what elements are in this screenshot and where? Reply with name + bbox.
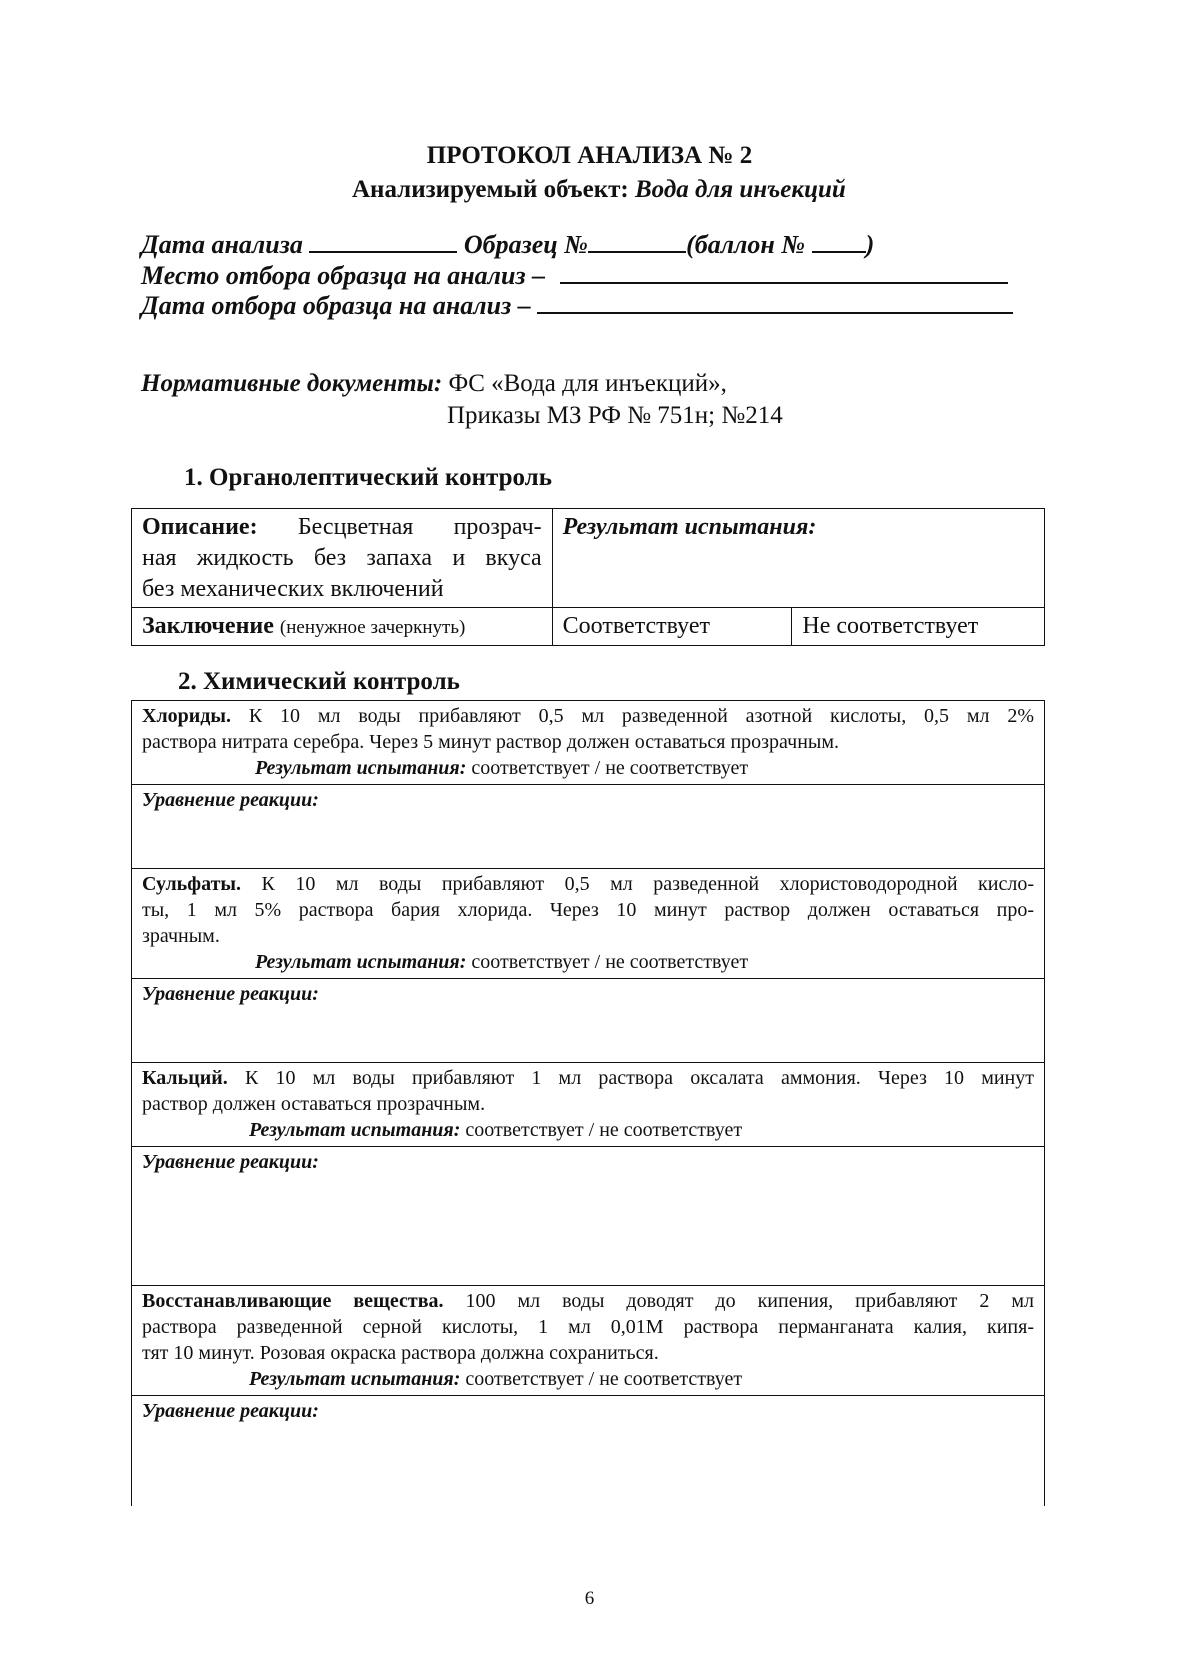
normative-docs: [141, 370, 727, 398]
sampling-place-line: [141, 261, 1008, 291]
test-result-label: Результат испытания:: [249, 1368, 461, 1390]
analysis-date-label: Дата анализа: [141, 230, 303, 259]
test-result-options[interactable]: соответствует / не соответствует: [471, 757, 749, 779]
analyzed-object-value: Вода для инъекций: [634, 176, 846, 203]
test-text-line: раствор должен оставаться прозрачным.: [142, 1093, 486, 1115]
test-result: [142, 1117, 1034, 1143]
test-calcium: [132, 1063, 1045, 1147]
protocol-title: ПРОТОКОЛ АНАЛИЗА № 2: [426, 142, 753, 169]
equation-label: Уравнение реакции:: [142, 1151, 319, 1173]
test-result: [142, 755, 1034, 781]
test-text-line: раствора разведенной серной кислоты, 1 мл 0,01М раствора перманганата калия, кипя-: [142, 1316, 1034, 1338]
section2-title: 2. Химический контроль: [178, 668, 460, 695]
description-cell: [132, 509, 553, 608]
normative-docs-label: Нормативные документы:: [141, 370, 443, 397]
result-cell: [552, 509, 1044, 608]
test-text-line: раствора нитрата серебра. Через 5 минут раствор должен оставаться прозрачным.: [142, 731, 839, 753]
analyzed-object-label: Анализируемый объект:: [352, 176, 629, 203]
test-chlorides: [132, 701, 1045, 785]
conclusion-label: Заключение: [142, 613, 274, 639]
test-text-line: зрачным.: [142, 925, 220, 947]
sampling-place-field[interactable]: [560, 262, 1008, 284]
date-sample-line: [141, 230, 874, 260]
cylinder-close: ): [865, 230, 875, 259]
section1-title: 1. Органолептический контроль: [184, 464, 552, 491]
test-result: [142, 949, 1034, 975]
test-result-options[interactable]: соответствует / не соответствует: [471, 951, 749, 973]
equation-calcium[interactable]: [132, 1147, 1045, 1286]
sampling-date-label: Дата отбора образца на анализ –: [141, 291, 531, 320]
description-line-2: ная жидкость без запаха и вкуса: [142, 545, 542, 571]
conclusion-note: (ненужное зачеркнуть): [279, 617, 466, 638]
test-result-label: Результат испытания:: [255, 951, 467, 973]
equation-label: Уравнение реакции:: [142, 789, 319, 811]
test-result-label: Результат испытания:: [255, 757, 467, 779]
conclusion-cell: [132, 608, 553, 646]
test-result-options[interactable]: соответствует / не соответствует: [465, 1368, 743, 1390]
test-text-line: Кальций. К 10 мл воды прибавляют 1 мл раствора оксалата аммония. Через 10 минут: [142, 1067, 1034, 1089]
sampling-date-field[interactable]: [537, 292, 1013, 314]
cylinder-number-label: (баллон №: [686, 230, 806, 259]
page-number: 6: [584, 1588, 595, 1609]
equation-reducing-substances[interactable]: [132, 1396, 1045, 1506]
description-line-3: без механических включений: [142, 576, 444, 602]
test-name: Кальций.: [142, 1067, 228, 1089]
test-name: Сульфаты.: [142, 873, 242, 895]
sample-number-label: Образец №: [463, 230, 589, 259]
analyzed-object: [352, 176, 846, 204]
test-reducing-substances: [132, 1286, 1045, 1396]
test-text-line: ты, 1 мл 5% раствора бария хлорида. Через 10 минут раствор должен оставаться про-: [142, 899, 1034, 921]
equation-chlorides[interactable]: [132, 785, 1045, 869]
test-text-line: Хлориды. К 10 мл воды прибавляют 0,5 мл разведенной азотной кислоты, 0,5 мл 2%: [142, 705, 1034, 727]
test-name: Хлориды.: [142, 705, 232, 727]
organoleptic-table: [131, 508, 1045, 646]
test-text-line: Сульфаты. К 10 мл воды прибавляют 0,5 мл разведенной хлористоводородной кисло-: [142, 873, 1034, 895]
option-not-conforms[interactable]: Не соответствует: [792, 608, 1045, 646]
description-line-1: Описание: Бесцветная прозрач-: [142, 514, 542, 540]
analysis-date-field[interactable]: [309, 231, 457, 253]
test-text-line: тят 10 минут. Розовая окраска раствора должна сохраниться.: [142, 1342, 659, 1364]
test-text-line: Восстанавливающие вещества. 100 мл воды доводят до кипения, прибавляют 2 мл: [142, 1290, 1035, 1312]
normative-docs-line2: Приказы МЗ РФ № 751н; №214: [447, 402, 783, 429]
sampling-date-line: [141, 291, 1013, 321]
test-sulfates: [132, 869, 1045, 979]
cylinder-number-field[interactable]: [812, 231, 866, 253]
description-label: Описание:: [142, 514, 258, 540]
normative-docs-line1: ФС «Вода для инъекций»,: [448, 370, 727, 397]
test-result: [142, 1366, 1034, 1392]
sample-number-field[interactable]: [588, 231, 686, 253]
test-name: Восстанавливающие вещества.: [142, 1290, 444, 1312]
sampling-place-label: Место отбора образца на анализ –: [141, 261, 546, 290]
equation-label: Уравнение реакции:: [142, 1400, 319, 1422]
equation-sulfates[interactable]: [132, 979, 1045, 1063]
test-result-label: Результат испытания:: [249, 1119, 461, 1141]
result-label: Результат испытания:: [562, 514, 817, 540]
chemical-table: [131, 700, 1045, 1506]
option-conforms[interactable]: Соответствует: [552, 608, 792, 646]
equation-label: Уравнение реакции:: [142, 983, 319, 1005]
test-result-options[interactable]: соответствует / не соответствует: [465, 1119, 743, 1141]
